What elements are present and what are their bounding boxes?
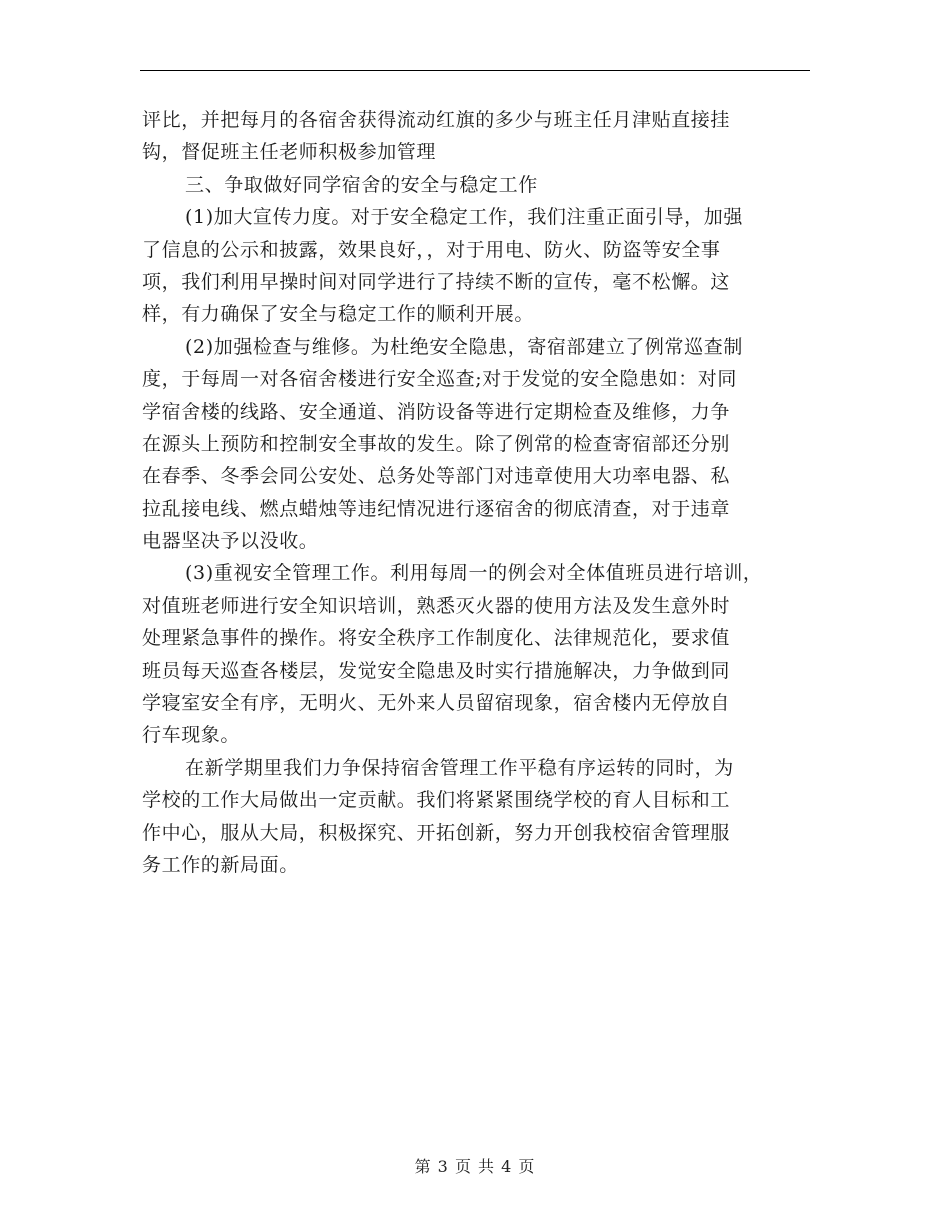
page-number: 第 3 页 共 4 页 <box>414 1157 536 1176</box>
text-line: 了信息的公示和披露，效果良好，，对于用电、防火、防盗等安全事 <box>142 238 721 261</box>
text-line: 在新学期里我们力争保持宿舍管理工作平稳有序运转的同时，为 <box>185 756 734 779</box>
text-line: 学校的工作大局做出一定贡献。我们将紧紧围绕学校的育人目标和工 <box>142 789 731 812</box>
document-body <box>142 104 812 881</box>
text-line: (2)加强检查与维修。为杜绝安全隐患，寄宿部建立了例常巡查制 <box>185 335 743 358</box>
text-line: 对值班老师进行安全知识培训，熟悉灭火器的使用方法及发生意外时 <box>142 594 731 617</box>
text-line: (3)重视安全管理工作。利用每周一的例会对全体值班员进行培训， <box>185 562 763 585</box>
text-line: 拉乱接电线、燃点蜡烛等违纪情况进行逐宿舍的彻底清查，对于违章 <box>142 497 731 520</box>
text-line: (1)加大宣传力度。对于安全稳定工作，我们注重正面引导，加强 <box>185 206 743 229</box>
text-line: 在源头上预防和控制安全事故的发生。除了例常的检查寄宿部还分别 <box>142 432 731 455</box>
text-line: 钩，督促班主任老师积极参加管理 <box>142 141 437 164</box>
text-line: 学寝室安全有序，无明火、无外来人员留宿现象，宿舍楼内无停放自 <box>142 692 731 715</box>
text-line: 项，我们利用早操时间对同学进行了持续不断的宣传，毫不松懈。这 <box>142 270 731 293</box>
text-line: 作中心，服从大局，积极探究、开拓创新，努力开创我校宿舍管理服 <box>142 821 731 844</box>
text-line: 在春季、冬季会同公安处、总务处等部门对违章使用大功率电器、私 <box>142 465 731 488</box>
text-line: 行车现象。 <box>142 724 241 747</box>
header-rule <box>140 70 810 71</box>
text-line: 度，于每周一对各宿舍楼进行安全巡查;对于发觉的安全隐患如：对同 <box>142 368 738 391</box>
text-line: 三、争取做好同学宿舍的安全与稳定工作 <box>185 173 538 196</box>
text-line: 班员每天巡查各楼层，发觉安全隐患及时实行措施解决，力争做到同 <box>142 659 731 682</box>
text-line: 样，有力确保了安全与稳定工作的顺利开展。 <box>142 303 535 326</box>
text-line: 学宿舍楼的线路、安全通道、消防设备等进行定期检查及维修，力争 <box>142 400 731 423</box>
text-line: 处理紧急事件的操作。将安全秩序工作制度化、法律规范化，要求值 <box>142 627 731 650</box>
text-line: 务工作的新局面。 <box>142 853 299 876</box>
text-line: 电器坚决予以没收。 <box>142 530 319 553</box>
text-line: 评比，并把每月的各宿舍获得流动红旗的多少与班主任月津贴直接挂 <box>142 109 731 131</box>
